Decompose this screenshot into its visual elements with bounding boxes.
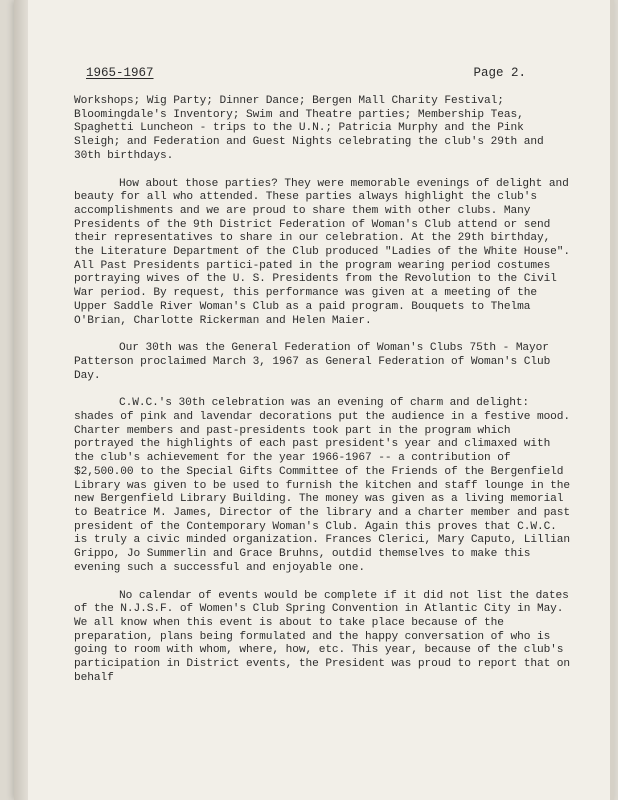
page-binding-edge bbox=[14, 0, 28, 800]
paragraph-celebration: C.W.C.'s 30th celebration was an evening of charm and delight: shades of pink and lavendar decorations put the audience in a festive mood. Charter members and past-presidents took part in the program which portrayed the highlights of each past president's year and climaxed with the club's achievement for the year 1966-1967 -- a contribution of $2,500.00 to the Special Gifts Committee of the Friends of the Bergenfield Library was given to be used to furnish the kitchen and staff lounge in the new Bergenfield Library Building. The money was given as a living memorial to Beatrice M. James, Director of the library and a charter member and past president of the Contemporary Woman's Club. Again this proves that C.W.C. is truly a civic minded organization. Frances Clerici, Mary Caputo, Lillian Grippo, Jo Summerlin and Grace Bruhns, outdid themselves to make this evening such a successful and enjoyable one. bbox=[74, 397, 577, 574]
paragraph-convention: No calendar of events would be complete if it did not list the dates of the N.J.S.F. of Women's Club Spring Convention in Atlantic City in May. We all know when this event is about to take place because of the preparation, plans being formulated and the happy conversation of who is going to room with whom, where, how, etc. This year, because of the club's participation in District events, the President was proud to report that on behalf bbox=[74, 589, 577, 684]
page-right-edge bbox=[610, 0, 614, 800]
header-page-number: Page 2. bbox=[473, 66, 526, 80]
page-header bbox=[86, 66, 526, 84]
body-text bbox=[74, 95, 577, 699]
document-page bbox=[14, 0, 614, 800]
paragraph-parties: How about those parties? They were memorable evenings of delight and beauty for all who attended. These parties always highlight the club's accomplishments and we are proud to share them with other clubs. Many Presidents of the 9th District Federation of Woman's Club attend or send their representatives to share in our celebration. At the 29th birthday, the Literature Department of the Club produced "Ladies of the White House". All Past Presidents partici-pated in the program wearing period costumes portraying wives of the U. S. Presidents from the Revolution to the Civil War period. By request, this performance was given at a meeting of the Upper Saddle River Woman's Club as a paid program. Bouquets to Thelma O'Brian, Charlotte Rickerman and Helen Maier. bbox=[74, 177, 577, 327]
paragraph-activities-list: Workshops; Wig Party; Dinner Dance; Bergen Mall Charity Festival; Bloomingdale's Inventory; Swim and Theatre parties; Membership Teas, Spaghetti Luncheon - trips to the U.N.; Patricia Murphy and the Pink Sleigh; and Federation and Guest Nights celebrating the club's 29th and 30th birthdays. bbox=[74, 95, 551, 162]
paragraph-30th-federation: Our 30th was the General Federation of Woman's Clubs 75th - Mayor Patterson proclaimed March 3, 1967 as General Federation of Woman's Club Day. bbox=[74, 342, 557, 382]
header-period: 1965-1967 bbox=[86, 66, 154, 80]
